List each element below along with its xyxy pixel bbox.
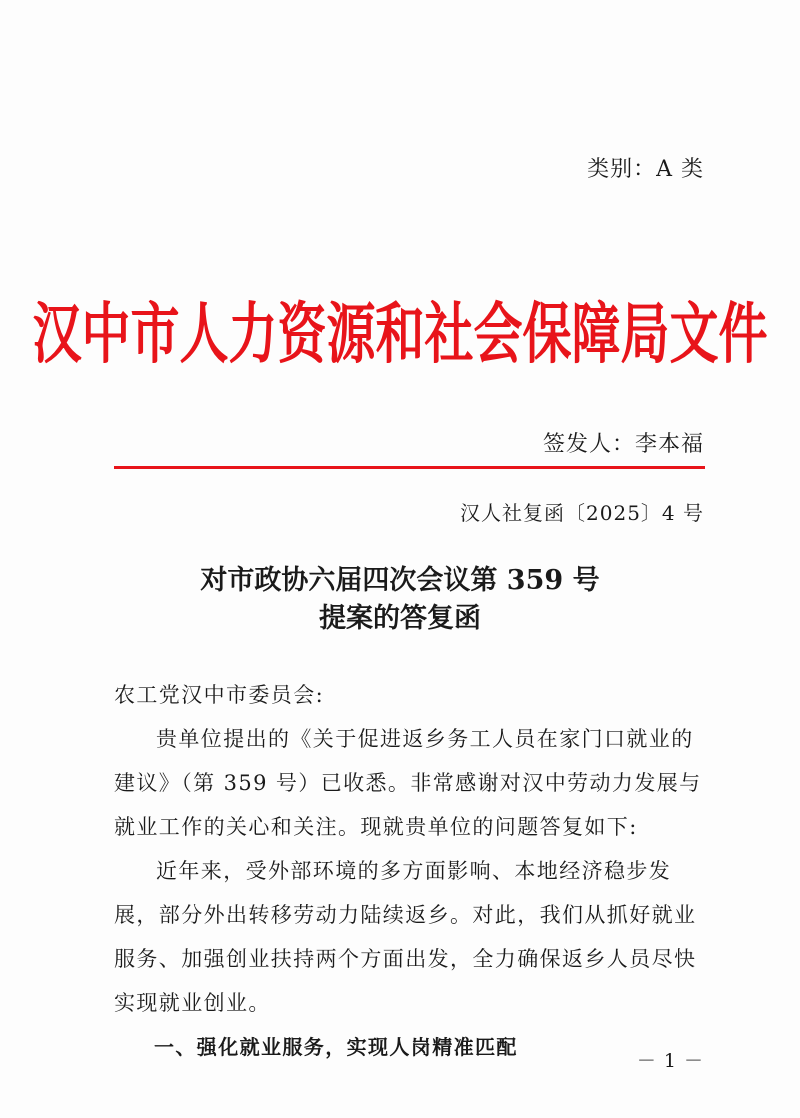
signer-line: 签发人：李本福 bbox=[542, 432, 704, 457]
title-line-1: 对市政协六届四次会议第 359 号 bbox=[200, 565, 600, 596]
section-heading-1: 一、强化就业服务，实现人岗精准匹配 bbox=[154, 1035, 518, 1059]
document-category: 类别：A 类 bbox=[587, 157, 704, 182]
title-line-2: 提案的答复函 bbox=[319, 603, 481, 634]
document-body bbox=[114, 673, 706, 1069]
document-title bbox=[0, 562, 800, 638]
document-number: 汉人社复函〔2025〕4 号 bbox=[460, 501, 704, 525]
body-paragraph-1: 贵单位提出的《关于促进返乡务工人员在家门口就业的建议》（第 359 号）已收悉。非常感谢对汉中劳动力发展与就业工作的关心和关注。现就贵单位的问题答复如下: bbox=[114, 727, 702, 839]
red-divider-line bbox=[114, 466, 705, 469]
red-masthead-title: 汉中市人力资源和社会保障局文件 bbox=[32, 295, 768, 373]
salutation: 农工党汉中市委员会: bbox=[114, 683, 325, 707]
page-number: － 1 － bbox=[636, 1050, 704, 1072]
body-paragraph-2: 近年来，受外部环境的多方面影响、本地经济稳步发展，部分外出转移劳动力陆续返乡。对此，我们从抓好就业服务、加强创业扶持两个方面出发，全力确保返乡人员尽快实现就业创业。 bbox=[114, 859, 697, 1015]
